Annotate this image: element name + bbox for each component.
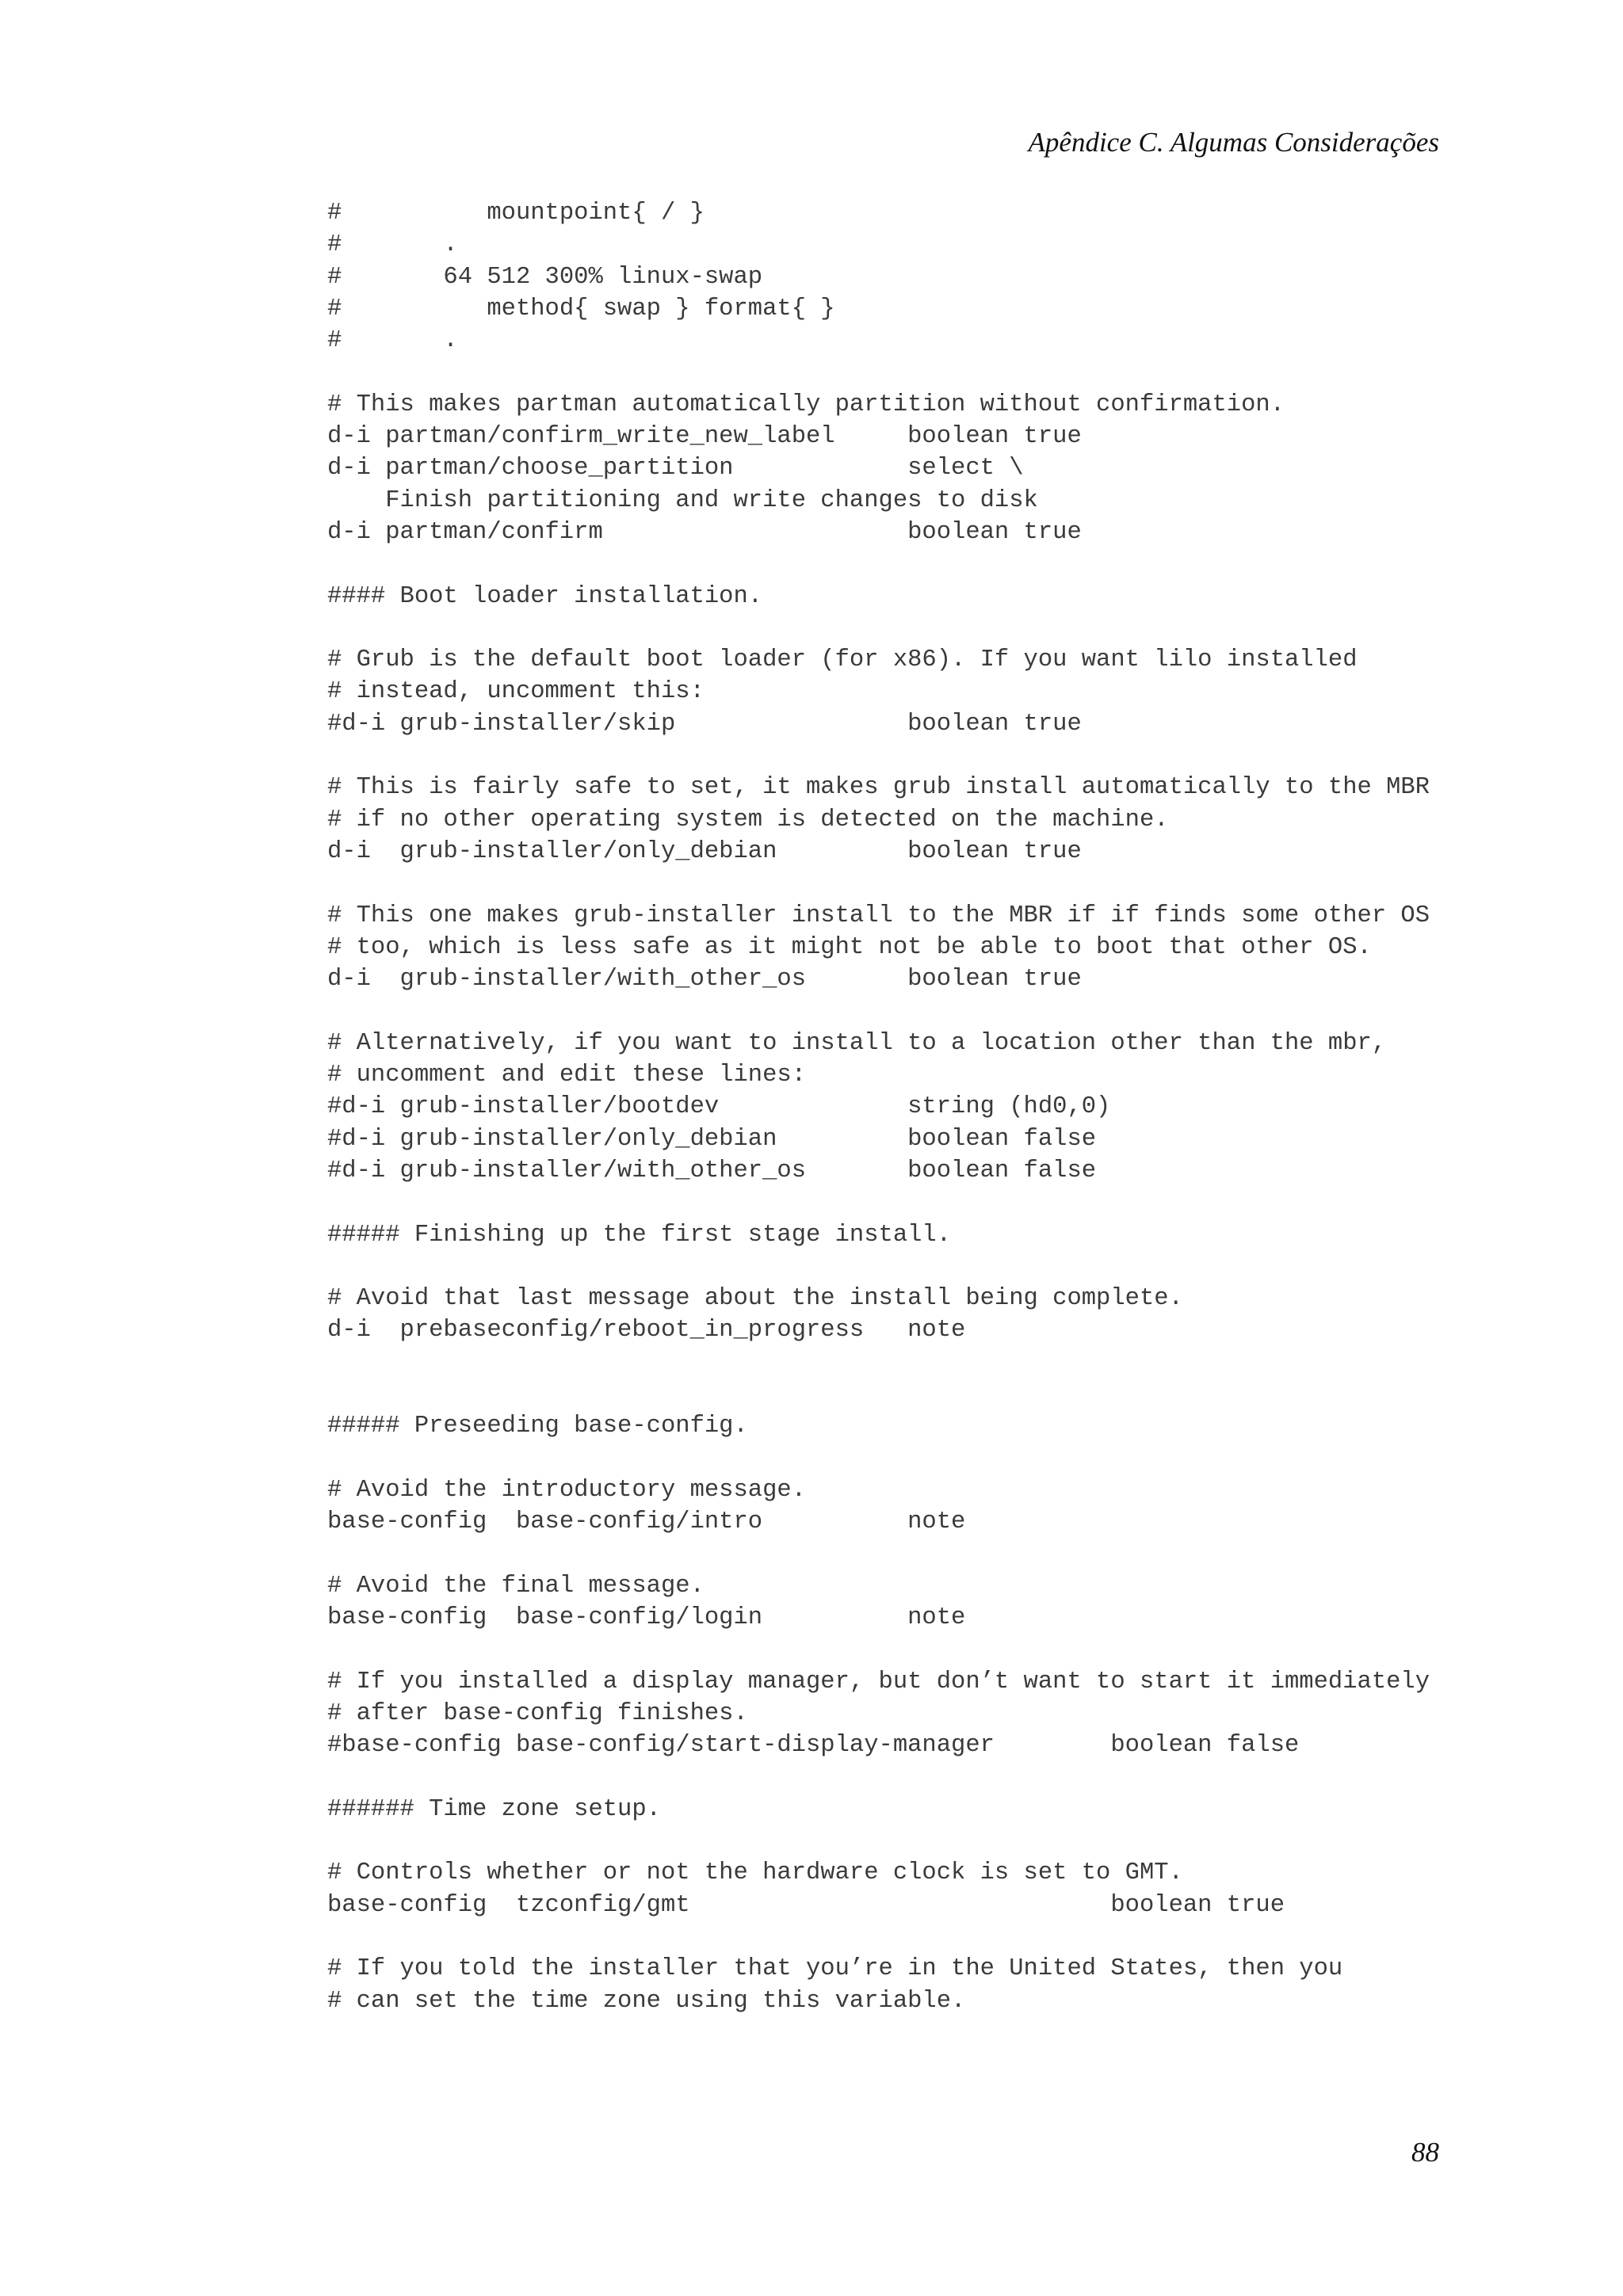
code-line [327, 1921, 1430, 1953]
code-line [327, 1443, 1430, 1474]
code-line: #d-i grub-installer/with_other_os boolean false [327, 1157, 1097, 1184]
code-line: #base-config base-config/start-display-manager boolean false [327, 1732, 1300, 1760]
code-line: # too, which is less safe as it might not be able to boot that other OS. [327, 933, 1372, 961]
code-line: # uncomment and edit these lines: [327, 1062, 806, 1089]
code-line [327, 995, 1430, 1027]
code-line [327, 740, 1430, 772]
code-line: ###### Time zone setup. [327, 1795, 661, 1823]
preseed-code-listing [327, 197, 1430, 2017]
code-line: base-config base-config/login note [327, 1604, 966, 1632]
code-line: # If you told the installer that you’re in the United States, then you [327, 1955, 1343, 1983]
code-line [327, 1187, 1430, 1219]
code-line: # This makes partman automatically partition without confirmation. [327, 391, 1285, 418]
code-line [327, 1762, 1430, 1794]
code-line: # . [327, 231, 458, 259]
code-line: #d-i grub-installer/bootdev string (hd0,0) [327, 1093, 1111, 1121]
code-line: # method{ swap } format{ } [327, 295, 835, 322]
code-line: base-config base-config/intro note [327, 1508, 966, 1536]
code-line: # If you installed a display manager, but don’t want to start it immediately [327, 1668, 1430, 1695]
code-line: ##### Preseeding base-config. [327, 1413, 748, 1440]
code-line [327, 1825, 1430, 1857]
code-line [327, 1347, 1430, 1379]
code-line: # Controls whether or not the hardware clock is set to GMT. [327, 1859, 1183, 1887]
code-line: # after base-config finishes. [327, 1699, 748, 1727]
code-line: # 64 512 300% linux-swap [327, 263, 763, 291]
code-line: #d-i grub-installer/skip boolean true [327, 710, 1082, 738]
code-line: # This one makes grub-installer install to the MBR if if finds some other OS [327, 902, 1430, 929]
code-line: d-i grub-installer/with_other_os boolean true [327, 966, 1082, 994]
code-line: # can set the time zone using this variable. [327, 1987, 966, 2015]
code-line: base-config tzconfig/gmt boolean true [327, 1891, 1285, 1919]
code-line [327, 1379, 1430, 1410]
code-line [327, 1538, 1430, 1569]
code-line: # Avoid the final message. [327, 1572, 705, 1600]
code-line: # mountpoint{ / } [327, 200, 705, 227]
code-line: d-i partman/confirm boolean true [327, 518, 1082, 546]
code-line: # Avoid that last message about the install being complete. [327, 1285, 1183, 1313]
code-line: # . [327, 327, 458, 355]
code-line: # if no other operating system is detected on the machine. [327, 806, 1169, 833]
code-line: # Avoid the introductory message. [327, 1476, 806, 1504]
code-line [327, 548, 1430, 580]
code-line: d-i grub-installer/only_debian boolean true [327, 837, 1082, 865]
code-line: # This is fairly safe to set, it makes grub install automatically to the MBR [327, 774, 1430, 802]
running-header: Apêndice C. Algumas Considerações [1028, 127, 1439, 158]
code-line: # instead, uncomment this: [327, 678, 705, 706]
code-line: d-i partman/confirm_write_new_label boolean true [327, 423, 1082, 451]
code-line [327, 1251, 1430, 1283]
page-number: 88 [1411, 2137, 1439, 2168]
code-line: #d-i grub-installer/only_debian boolean false [327, 1125, 1097, 1153]
code-line: # Alternatively, if you want to install to a location other than the mbr, [327, 1029, 1387, 1057]
code-line: # Grub is the default boot loader (for x86). If you want lilo installed [327, 646, 1358, 674]
code-line [327, 357, 1430, 388]
code-line: ##### Finishing up the first stage install. [327, 1221, 952, 1249]
code-line: d-i prebaseconfig/reboot_in_progress note [327, 1317, 966, 1344]
code-line: d-i partman/choose_partition select \ [327, 455, 1024, 482]
code-line: Finish partitioning and write changes to disk [327, 486, 1038, 514]
code-line: #### Boot loader installation. [327, 582, 763, 610]
code-line [327, 1634, 1430, 1665]
code-line [327, 612, 1430, 644]
code-line [327, 868, 1430, 899]
